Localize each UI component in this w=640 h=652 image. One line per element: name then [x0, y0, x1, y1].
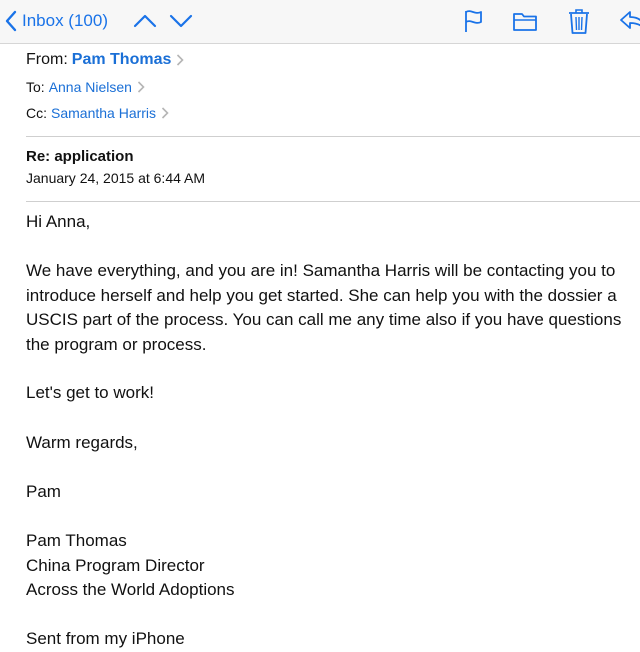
closing-line: Warm regards, — [26, 433, 138, 452]
chevron-up-icon — [132, 8, 158, 34]
greeting: Hi Anna, — [26, 212, 91, 231]
chevron-down-icon — [168, 8, 194, 34]
inbox-back-button[interactable] — [4, 6, 108, 36]
cc-name-link[interactable]: Samantha Harris — [51, 105, 157, 121]
sent-from-line: Sent from my iPhone — [26, 629, 185, 648]
sender-name-link[interactable]: Pam Thomas — [71, 51, 172, 68]
flag-button[interactable] — [460, 6, 486, 36]
previous-message-button[interactable] — [132, 8, 158, 34]
message-subject: Re: application — [26, 148, 134, 165]
to-row — [26, 79, 145, 95]
message-date: January 24, 2015 at 6:44 AM — [26, 170, 206, 186]
trash-button[interactable] — [566, 5, 592, 37]
from-label: From: — [26, 51, 68, 68]
message-paragraph — [26, 259, 621, 357]
subject-divider — [26, 201, 640, 202]
signature-line: China Program Director — [26, 555, 205, 575]
back-label: Inbox (100) — [22, 11, 108, 30]
chevron-right-icon — [161, 107, 169, 119]
to-label: To: — [26, 79, 45, 95]
flag-icon — [462, 8, 484, 34]
move-to-folder-button[interactable] — [511, 6, 539, 36]
signature-block — [26, 529, 235, 603]
chevron-left-icon — [4, 10, 18, 32]
reply-button[interactable] — [618, 6, 640, 36]
sign-name: Pam — [26, 482, 61, 501]
recipient-name-link[interactable]: Anna Nielsen — [48, 79, 132, 95]
paragraph-line: USCIS part of the process. You can call me any time also if you have questions — [26, 310, 622, 329]
trash-icon — [567, 7, 591, 35]
work-line: Let's get to work! — [26, 383, 154, 402]
toolbar — [0, 0, 640, 44]
cc-label: Cc: — [26, 105, 47, 121]
signature-line: Across the World Adoptions — [26, 580, 235, 599]
chevron-right-icon — [176, 54, 184, 66]
chevron-right-icon — [137, 81, 145, 93]
paragraph-line: introduce herself and help you get started. She can help you with the dossier a — [26, 285, 617, 305]
signature-line: Pam Thomas — [26, 531, 127, 550]
from-row — [26, 51, 184, 69]
next-message-button[interactable] — [168, 8, 194, 34]
reply-icon — [618, 8, 640, 34]
paragraph-line: We have everything, and you are in! Samantha Harris will be contacting you to — [26, 261, 616, 280]
paragraph-line: the program or process. — [26, 334, 207, 354]
folder-icon — [512, 10, 538, 32]
header-divider — [26, 136, 640, 137]
cc-row — [26, 105, 169, 121]
